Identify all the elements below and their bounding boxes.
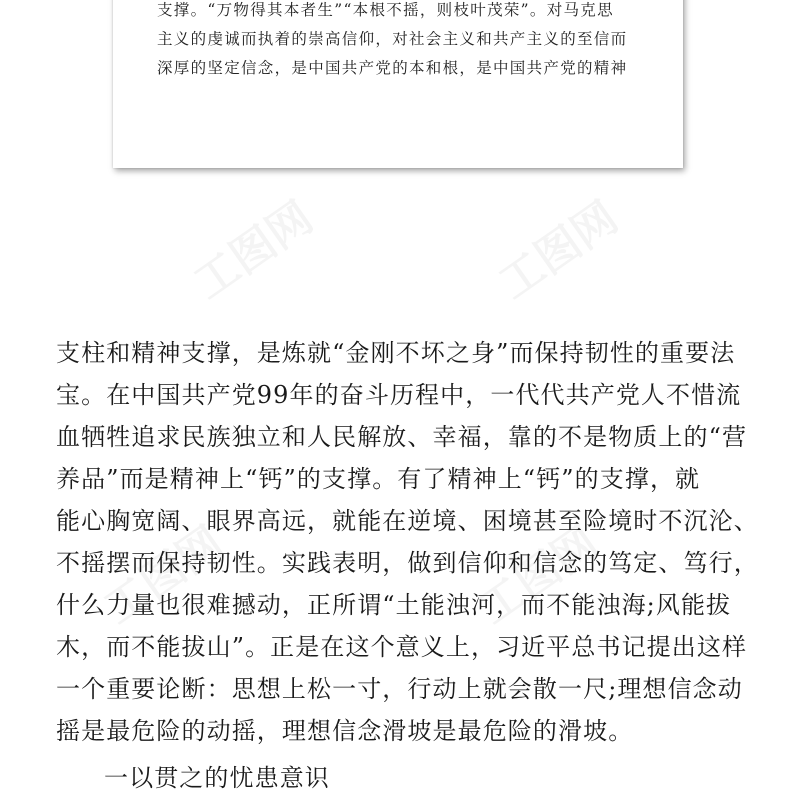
excerpt-card <box>113 0 683 168</box>
section-heading: 一以贯之的忧患意识 <box>104 764 330 792</box>
watermark <box>179 183 324 311</box>
body-text-line: 养品”而是精神上“钙”的支撑。有了精神上“钙”的支撑，就 <box>56 465 701 493</box>
body-text-line: 能心胸宽阔、眼界高远，就能在逆境、困境甚至险境时不沉沦、 <box>56 507 759 535</box>
body-text-line: 血牺牲追求民族独立和人民解放、幸福，靠的不是物质上的“营 <box>56 423 748 451</box>
body-text-line: 不摇摆而保持韧性。实践表明，做到信仰和信念的笃定、笃行， <box>56 549 759 577</box>
card-text-line: 深厚的坚定信念，是中国共产党的本和根，是中国共产党的精神 <box>157 59 628 77</box>
body-text-line: 一个重要论断：思想上松一寸，行动上就会散一尺;理想信念动 <box>56 675 743 703</box>
body-text-line: 支柱和精神支撑，是炼就“金刚不坏之身”而保持韧性的重要法 <box>56 339 736 367</box>
body-text-line: 宝。在中国共产党99年的奋斗历程中，一代代共产党人不惜流 <box>56 381 742 409</box>
body-text-line: 什么力量也很难撼动，正所谓“土能浊河，而不能浊海;风能拔 <box>56 591 732 619</box>
body-text-line: 摇是最危险的动摇，理想信念滑坡是最危险的滑坡。 <box>56 717 634 745</box>
body-text-line: 木，而不能拔山”。正是在这个意义上，习近平总书记提出这样 <box>56 633 748 661</box>
card-text-line: 支撑。“万物得其本者生”“本根不摇，则枝叶茂荣”。对马克思 <box>157 1 614 19</box>
card-text-line: 主义的虔诚而执着的崇高信仰，对社会主义和共产主义的至信而 <box>157 30 628 48</box>
watermark <box>484 183 629 311</box>
